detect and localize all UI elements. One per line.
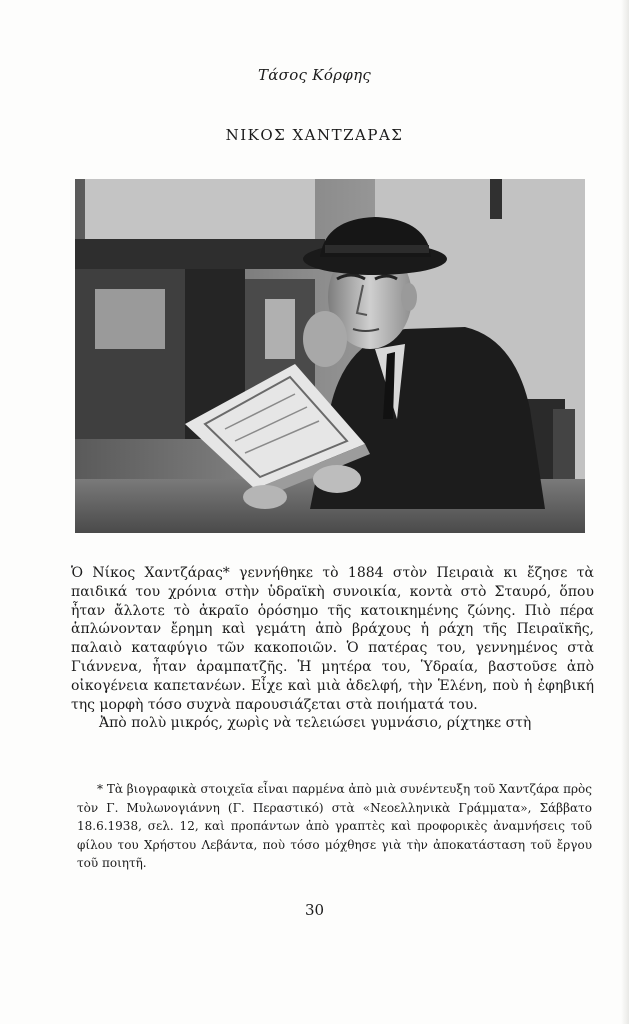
body-text: [71, 564, 594, 733]
footnote: * Τὰ βιογραφικὰ στοιχεῖα εἶναι παρμένα ἀπὸ μιὰ συνέντευξη τοῦ Χαντζάρα πρὸς τὸν Γ. Μυλωνογιάννη (Γ. Περαστικό) στὰ «Νεοελληνικὰ Γράμματα», Σάββατο 18.6.1938, σελ. 12, καὶ προπάντων ἀπὸ γραπτὲς καὶ προφορικὲς ἀναμνήσεις τοῦ φίλου του Χρήστου Λεβάντα, ποὺ τόσο μόχθησε γιὰ τὴν ἀποκατάσταση τοῦ ἔργου τοῦ ποιητῆ.: [77, 782, 592, 870]
page-edge: [621, 0, 629, 1024]
page-number: 30: [304, 901, 325, 919]
author-name: Τάσος Κόρφης: [257, 66, 372, 84]
paragraph-1: Ὁ Νίκος Χαντζάρας* γεννήθηκε τὸ 1884 στὸν Πειραιὰ κι ἔζησε τὰ παιδικά του χρόνια στὴν ὑδραϊκὴ συνοικία, κοντὰ στὸ Σταυρό, ὅπου ἦταν ἄλλοτε τὸ ἀκραῖο ὁρόσημο τῆς κατοικημένης ζώνης. Πιὸ πέρα ἁπλώνονταν ἔρημη καὶ γεμάτη ἀπὸ βράχους ἡ ράχη τῆς Πειραϊκῆς, παλαιὸ καταφύγιο τῶν κακοποιῶν. Ὁ πατέρας του, γεννημένος στὰ Γιάννενα, ἦταν ἀραμπατζῆς. Ἡ μητέρα του, Ὑδραία, βαστοῦσε ἀπὸ οἰκογένεια καπετανέων. Εἶχε καὶ μιὰ ἀδελφή, τὴν Ἑλένη, ποὺ ἡ ἐφηβική της μορφὴ τόσο συχνὰ παρουσιάζεται στὰ ποιήματά του.: [71, 565, 594, 713]
chapter-title: ΝΙΚΟΣ ΧΑΝΤΖΑΡΑΣ: [225, 126, 404, 144]
portrait-photo: [75, 179, 585, 533]
portrait-photo-icon: [75, 179, 585, 533]
paragraph-2: Ἀπὸ πολὺ μικρός, χωρὶς νὰ τελειώσει γυμνάσιο, ρίχτηκε στὴ: [99, 715, 532, 732]
